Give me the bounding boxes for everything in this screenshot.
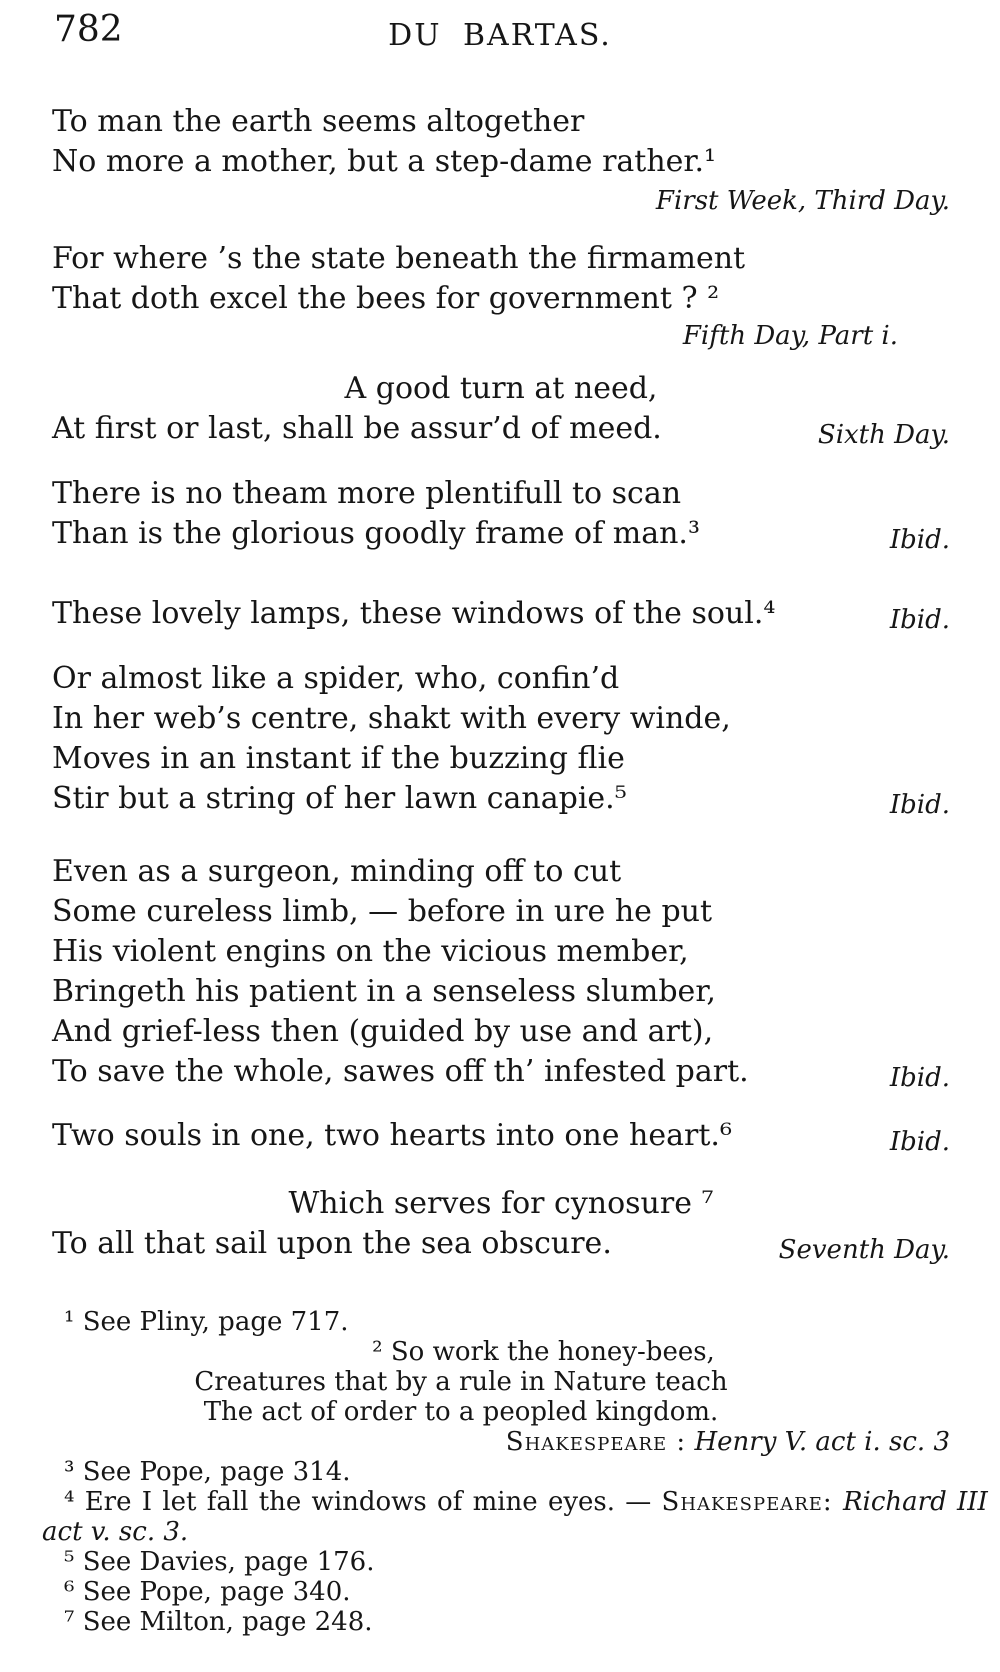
footnote-attribution xyxy=(42,1427,950,1457)
footnote-author: Shakespeare: xyxy=(661,1487,833,1517)
verse-text: At first or last, shall be assur’d of meed. xyxy=(52,411,662,446)
verse-line xyxy=(52,1116,950,1156)
quote-attribution: Ibid. xyxy=(889,525,950,555)
footnote xyxy=(42,1487,988,1547)
footnote-text: ⁴ Ere I let fall the windows of mine eyes. — xyxy=(64,1487,662,1517)
verse-line xyxy=(52,779,950,819)
quote-attribution: Ibid. xyxy=(889,1127,950,1157)
footnote-work: Richard III xyxy=(832,1487,988,1517)
quote-attribution: Ibid. xyxy=(889,1063,950,1093)
footnote-verse-line: Creatures that by a rule in Nature teach xyxy=(194,1367,728,1397)
quote-block xyxy=(52,594,950,634)
verse-line: That doth excel the bees for government ? ² xyxy=(52,281,720,316)
verse-text: Two souls in one, two hearts into one heart.⁶ xyxy=(52,1118,732,1153)
verse-line: In her web’s centre, shakt with every winde, xyxy=(52,701,731,736)
quote-attribution: Sixth Day. xyxy=(817,420,950,450)
quote-block xyxy=(52,659,950,819)
quote-block xyxy=(52,1184,950,1264)
footnote-work-continuation: act v. sc. 3. xyxy=(42,1517,189,1547)
verse-line: For where ’s the state beneath the firmament xyxy=(52,241,746,276)
quote-block xyxy=(52,474,950,554)
verse-text: Than is the glorious goodly frame of man.³ xyxy=(52,516,700,551)
page-number: 782 xyxy=(54,9,123,50)
footnote xyxy=(42,1337,950,1457)
running-header-title: DU BARTAS. xyxy=(388,18,612,53)
verse-line: Moves in an instant if the buzzing flie xyxy=(52,741,625,776)
footnotes-section xyxy=(42,1307,988,1637)
footnote: ⁷ See Milton, page 248. xyxy=(64,1607,373,1637)
verse-line: Or almost like a spider, who, confin’d xyxy=(52,661,620,696)
verse-text: These lovely lamps, these windows of the soul.⁴ xyxy=(52,596,776,631)
verse-line xyxy=(52,514,950,554)
verse-line xyxy=(52,1224,950,1264)
quote-attribution: Seventh Day. xyxy=(778,1235,950,1265)
quote-attribution: Fifth Day, Part i. xyxy=(682,321,898,351)
quotes-column xyxy=(52,102,950,1264)
verse-line xyxy=(52,409,950,449)
verse-line: Even as a surgeon, minding off to cut xyxy=(52,854,622,889)
footnote: ¹ See Pliny, page 717. xyxy=(64,1307,349,1337)
footnote-author: Shakespeare : xyxy=(505,1427,687,1457)
footnote: ⁶ See Pope, page 340. xyxy=(64,1577,351,1607)
footnote: ³ See Pope, page 314. xyxy=(64,1457,351,1487)
quote-attribution: Ibid. xyxy=(889,605,950,635)
verse-line: Which serves for cynosure ⁷ xyxy=(288,1186,714,1221)
quote-block xyxy=(52,239,950,351)
footnote-verse-line: ² So work the honey-bees, xyxy=(372,1337,715,1367)
verse-line: His violent engins on the vicious member, xyxy=(52,934,689,969)
verse-line: Bringeth his patient in a senseless slumber, xyxy=(52,974,716,1009)
verse-line: A good turn at need, xyxy=(344,371,658,406)
verse-text: To all that sail upon the sea obscure. xyxy=(52,1226,612,1261)
quote-attribution: Ibid. xyxy=(889,790,950,820)
verse-text: To save the whole, sawes off th’ infested part. xyxy=(52,1054,749,1089)
verse-line: No more a mother, but a step-dame rather.¹ xyxy=(52,144,717,179)
quote-attribution: First Week, Third Day. xyxy=(655,186,950,216)
footnote-verse-line: The act of order to a peopled kingdom. xyxy=(203,1397,719,1427)
verse-line: And grief-less then (guided by use and art), xyxy=(52,1014,714,1049)
verse-line xyxy=(52,1052,950,1092)
footnote-work: Henry V. act i. sc. 3 xyxy=(694,1427,950,1457)
quote-block xyxy=(52,369,950,449)
quote-block xyxy=(52,1116,950,1156)
footnote-reference-line xyxy=(42,1487,988,1517)
quote-block xyxy=(52,102,950,216)
verse-text: Stir but a string of her lawn canapie.⁵ xyxy=(52,781,627,816)
verse-line: There is no theam more plentifull to scan xyxy=(52,476,682,511)
verse-line: To man the earth seems altogether xyxy=(52,104,585,139)
footnote: ⁵ See Davies, page 176. xyxy=(64,1547,375,1577)
verse-line xyxy=(52,594,950,634)
verse-line: Some cureless limb, — before in ure he put xyxy=(52,894,713,929)
quote-block xyxy=(52,852,950,1092)
running-header xyxy=(0,0,1000,56)
